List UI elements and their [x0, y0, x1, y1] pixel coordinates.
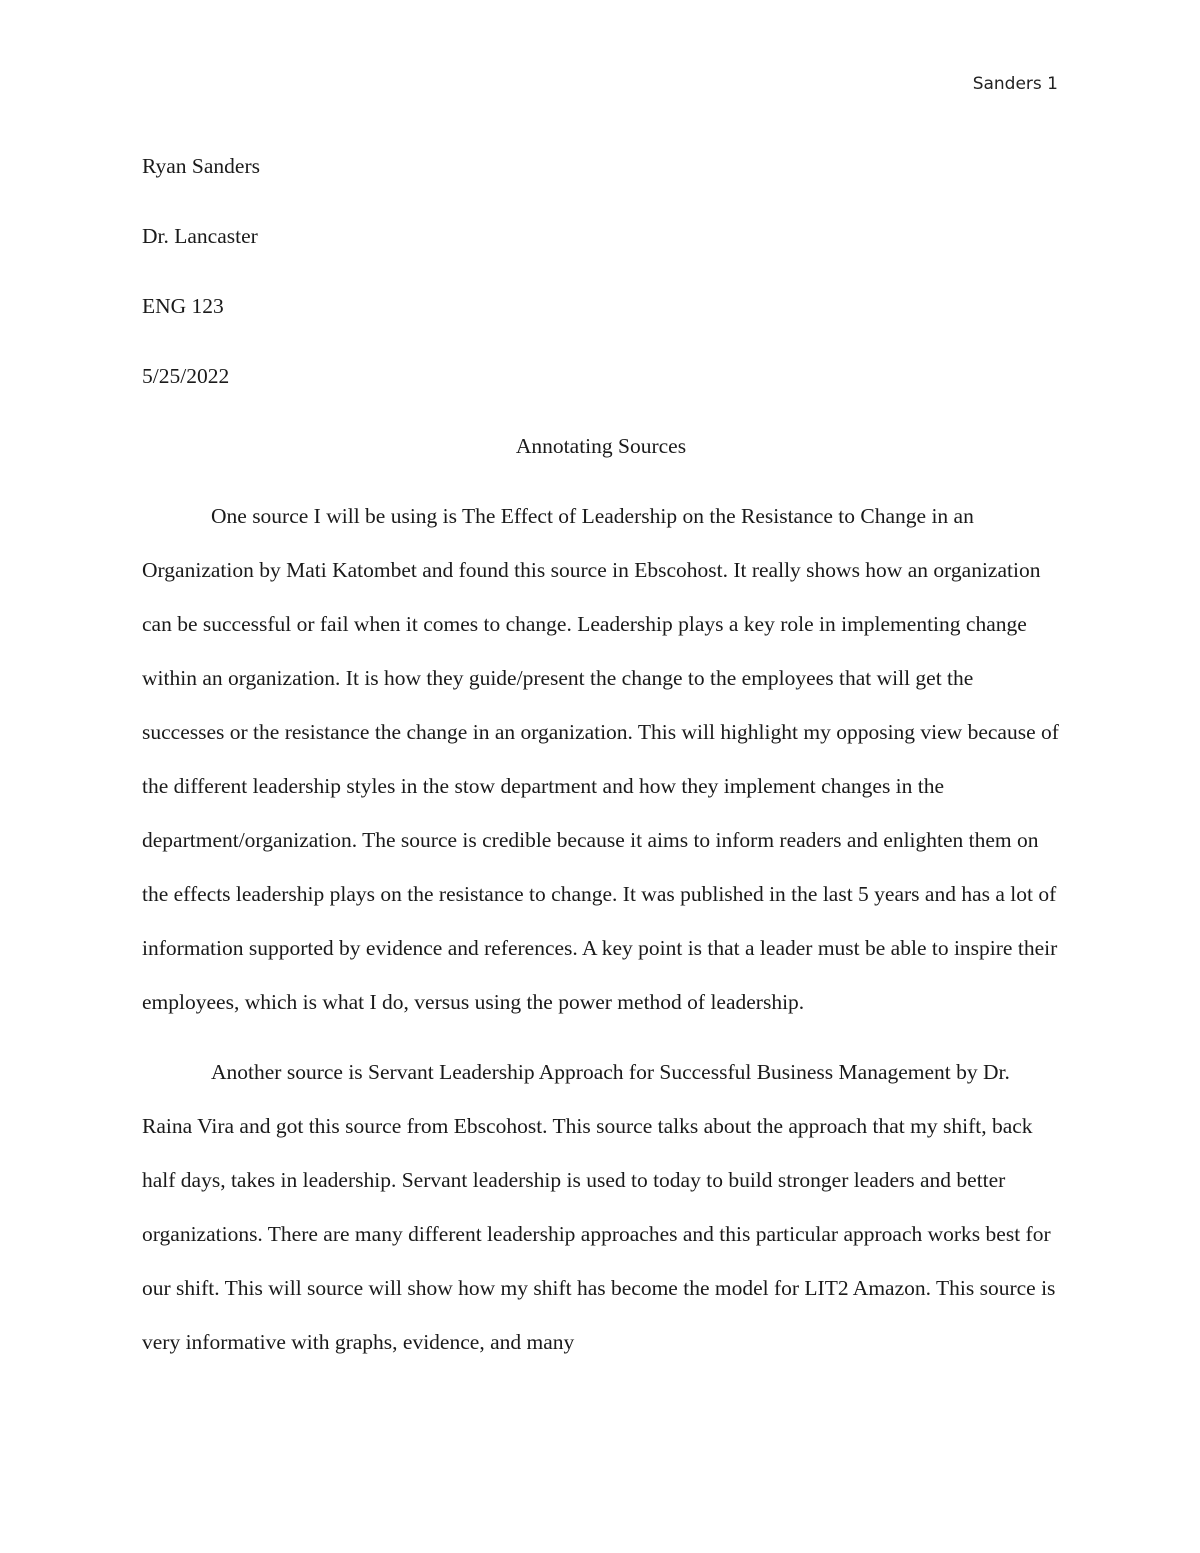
document-body: [142, 139, 1060, 1369]
paragraph-2: Another source is Servant Leadership Approach for Successful Business Management by Dr. Raina Vira and got this source from Ebscohost. This source talks about the approach that my shift, back half days, takes in leadership. Servant leadership is used to today to build stronger leaders and better organizations. There are many different leadership approaches and this particular approach works best for our shift. This will source will show how my shift has become the model for LIT2 Amazon. This source is very informative with graphs, evidence, and many: [142, 1060, 1056, 1354]
course-name: ENG 123: [142, 294, 224, 318]
student-name: Ryan Sanders: [142, 154, 260, 178]
instructor-name: Dr. Lancaster: [142, 224, 258, 248]
paragraph-1: One source I will be using is The Effect of Leadership on the Resistance to Change in an Organization by Mati Katombet and found this source in Ebscohost. It really shows how an organization can be successful or fail when it comes to change. Leadership plays a key role in implementing change within an organization. It is how they guide/present the change to the employees that will get the successes or the resistance the change in an organization. This will highlight my opposing view because of the different leadership styles in the stow department and how they implement changes in the department/organization. The source is credible because it aims to inform readers and enlighten them on the effects leadership plays on the resistance to change. It was published in the last 5 years and has a lot of information supported by evidence and references. A key point is that a leader must be able to inspire their employees, which is what I do, versus using the power method of leadership.: [142, 504, 1059, 1014]
document-date: 5/25/2022: [142, 364, 230, 388]
running-head: Sanders 1: [972, 74, 1058, 94]
document-title: Annotating Sources: [515, 434, 687, 458]
